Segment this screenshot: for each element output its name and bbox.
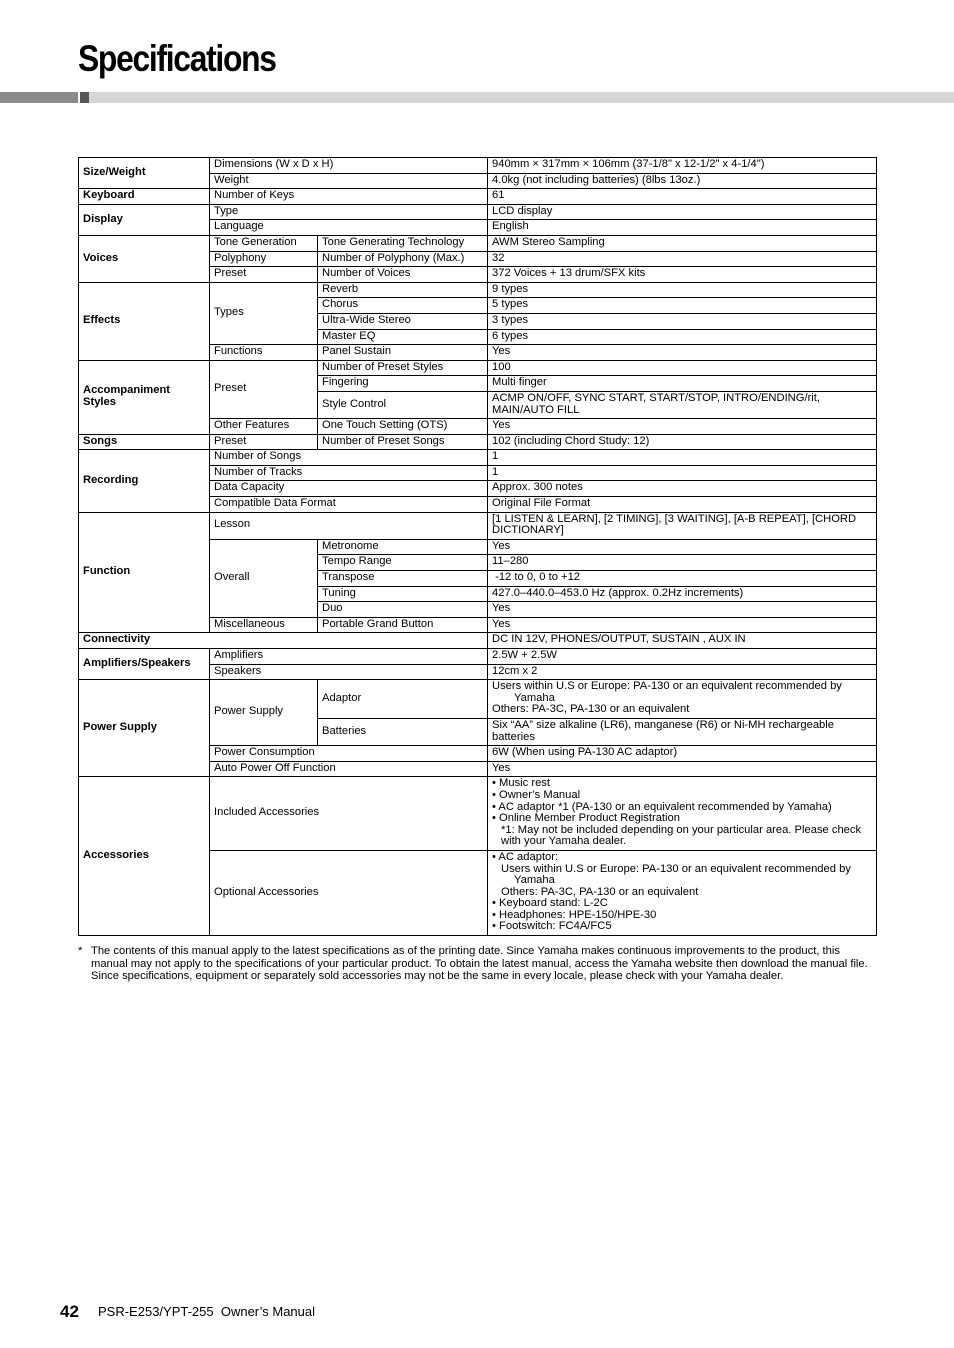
spec-value: Yes [488,539,877,555]
spec-value [488,777,877,851]
row-header: Recording [79,450,210,512]
table-row [79,189,877,205]
manual-title: PSR-E253/YPT-255 Owner’s Manual [98,1304,316,1319]
spec-value: 12cm x 2 [488,664,877,680]
table-row [79,360,877,376]
value-line: Yamaha [514,691,555,704]
spec-value: Yes [488,761,877,777]
table-row [79,282,877,298]
spec-label: Types [210,282,318,344]
spec-label: Dimensions (W x D x H) [210,158,488,174]
spec-label: Preset [210,434,318,450]
spec-label: Data Capacity [210,481,488,497]
spec-value: 6 types [488,329,877,345]
spec-value: [1 LISTEN & LEARN], [2 TIMING], [3 WAITING], [A-B REPEAT], [CHORD DICTIONARY] [488,512,877,539]
value-line: Others: PA-3C, PA-130 or an equivalent [492,703,690,716]
spec-sublabel: Number of Preset Styles [318,360,488,376]
spec-sublabel: Tuning [318,586,488,602]
spec-value: 11–280 [488,555,877,571]
row-header: Display [79,204,210,235]
spec-sublabel: Duo [318,602,488,618]
table-row [79,512,877,539]
spec-label: Speakers [210,664,488,680]
list-item: • Keyboard stand: L-2C [492,897,608,910]
row-header: Voices [79,235,210,282]
list-item: • AC adaptor *1 (PA-130 or an equivalent recommended by Yamaha) [492,800,832,813]
table-row [79,633,877,649]
spec-label: Polyphony [210,251,318,267]
spec-sublabel: Adaptor [318,680,488,719]
spec-value: 3 types [488,313,877,329]
spec-label: Power Supply [210,680,318,746]
spec-value: 372 Voices + 13 drum/SFX kits [488,267,877,283]
spec-value [488,680,877,719]
spec-sublabel: Tempo Range [318,555,488,571]
spec-value: ACMP ON/OFF, SYNC START, START/STOP, INTRO/ENDING/rit, MAIN/AUTO FILL [488,391,877,418]
specifications-table [78,157,877,936]
spec-value: 4.0kg (not including batteries) (8lbs 13oz.) [488,173,877,189]
row-header: Songs [79,434,210,450]
spec-value: DC IN 12V, PHONES/OUTPUT, SUSTAIN , AUX IN [488,633,877,649]
spec-label: Number of Keys [210,189,488,205]
row-header: Power Supply [79,680,210,777]
list-item: • Headphones: HPE-150/HPE-30 [492,908,657,921]
spec-value: 32 [488,251,877,267]
table-row [79,204,877,220]
spec-value: 427.0–440.0–453.0 Hz (approx. 0.2Hz increments) [488,586,877,602]
table-row [79,158,877,174]
value-line: Others: PA-3C, PA-130 or an equivalent [501,885,699,898]
header-bar-marker [80,92,89,103]
spec-value: 102 (including Chord Study: 12) [488,434,877,450]
spec-value: Yes [488,617,877,633]
spec-value [488,850,877,935]
spec-label: Overall [210,539,318,617]
spec-value: Multi finger [488,376,877,392]
spec-value: English [488,220,877,236]
spec-label: Included Accessories [210,777,488,851]
spec-sublabel: Fingering [318,376,488,392]
spec-label: Power Consumption [210,746,488,762]
page-number: 42 [60,1302,79,1321]
row-header: Connectivity [79,633,488,649]
spec-value: Yes [488,419,877,435]
spec-label: Preset [210,267,318,283]
row-header: Amplifiers/Speakers [79,649,210,680]
list-item: • Footswitch: FC4A/FC5 [492,920,612,933]
spec-sublabel: Portable Grand Button [318,617,488,633]
spec-value: 1 [488,465,877,481]
spec-value: Approx. 300 notes [488,481,877,497]
spec-label: Number of Tracks [210,465,488,481]
spec-sublabel: Number of Preset Songs [318,434,488,450]
spec-value: 1 [488,450,877,466]
row-header: Accompaniment Styles [79,360,210,434]
spec-value: Yes [488,602,877,618]
spec-sublabel: Number of Voices [318,267,488,283]
list-note: *1: May not be included depending on your particular area. Please check with your Yamaha dealer. [501,823,862,848]
spec-sublabel: Master EQ [318,329,488,345]
table-row [79,777,877,851]
table-row [79,235,877,251]
spec-sublabel: Ultra-Wide Stereo [318,313,488,329]
spec-label: Optional Accessories [210,850,488,935]
spec-label: Language [210,220,488,236]
spec-label: Compatible Data Format [210,497,488,513]
table-row [79,649,877,665]
table-row [79,434,877,450]
spec-value: 2.5W + 2.5W [488,649,877,665]
spec-value: Original File Format [488,497,877,513]
spec-value: 100 [488,360,877,376]
spec-value: 5 types [488,298,877,314]
spec-value: 61 [488,189,877,205]
row-header: Size/Weight [79,158,210,189]
value-line: Users within U.S or Europe: PA-130 or an equivalent recommended by [492,680,842,693]
spec-value: -12 to 0, 0 to +12 [488,571,877,587]
spec-sublabel: Tone Generating Technology [318,235,488,251]
row-header: Effects [79,282,210,360]
spec-sublabel: Style Control [318,391,488,418]
table-row [79,680,877,719]
header-bar [0,92,78,103]
row-header: Function [79,512,210,633]
spec-value: 6W (When using PA-130 AC adaptor) [488,746,877,762]
spec-sublabel: Chorus [318,298,488,314]
spec-value: Six “AA” size alkaline (LR6), manganese (R6) or Ni-MH rechargeable batteries [488,718,877,745]
spec-sublabel: Batteries [318,718,488,745]
value-line: Users within U.S or Europe: PA-130 or an equivalent recommended by [501,862,851,875]
spec-label: Type [210,204,488,220]
spec-value: 940mm × 317mm × 106mm (37-1/8" x 12-1/2" x 4-1/4") [488,158,877,174]
footnote [78,945,876,983]
list-item: • Music rest [492,777,550,790]
value-line: Yamaha [514,874,555,887]
table-row [79,450,877,466]
spec-label: Number of Songs [210,450,488,466]
spec-sublabel: Panel Sustain [318,345,488,361]
spec-label: Lesson [210,512,488,539]
footnote-text: The contents of this manual apply to the latest specifications as of the printing date. Since Yamaha makes continuous improvements to the product, this manual may not apply to the specifications of your particular product. To obtain the latest manual, access the Yamaha website then download the manual file. Since specifications, equipment or separately sold accessories may not be the same in every locale, please check with your Yamaha dealer. [91,945,868,983]
spec-label: Preset [210,360,318,418]
spec-label: Miscellaneous [210,617,318,633]
list-item: • Online Member Product Registration [492,812,680,825]
spec-sublabel: One Touch Setting (OTS) [318,419,488,435]
spec-sublabel: Reverb [318,282,488,298]
spec-sublabel: Metronome [318,539,488,555]
spec-value: LCD display [488,204,877,220]
header-bar-light [89,92,954,103]
spec-sublabel: Number of Polyphony (Max.) [318,251,488,267]
list-item: • Owner’s Manual [492,788,581,801]
spec-label: Weight [210,173,488,189]
spec-label: Auto Power Off Function [210,761,488,777]
spec-label: Other Features [210,419,318,435]
list-item: • AC adaptor: [492,850,559,863]
spec-label: Functions [210,345,318,361]
spec-label: Tone Generation [210,235,318,251]
page-title: Specifications [78,38,276,79]
spec-value: Yes [488,345,877,361]
spec-sublabel: Transpose [318,571,488,587]
row-header: Keyboard [79,189,210,205]
spec-value: 9 types [488,282,877,298]
row-header: Accessories [79,777,210,936]
spec-label: Amplifiers [210,649,488,665]
footnote-mark: * [78,945,83,957]
spec-value: AWM Stereo Sampling [488,235,877,251]
